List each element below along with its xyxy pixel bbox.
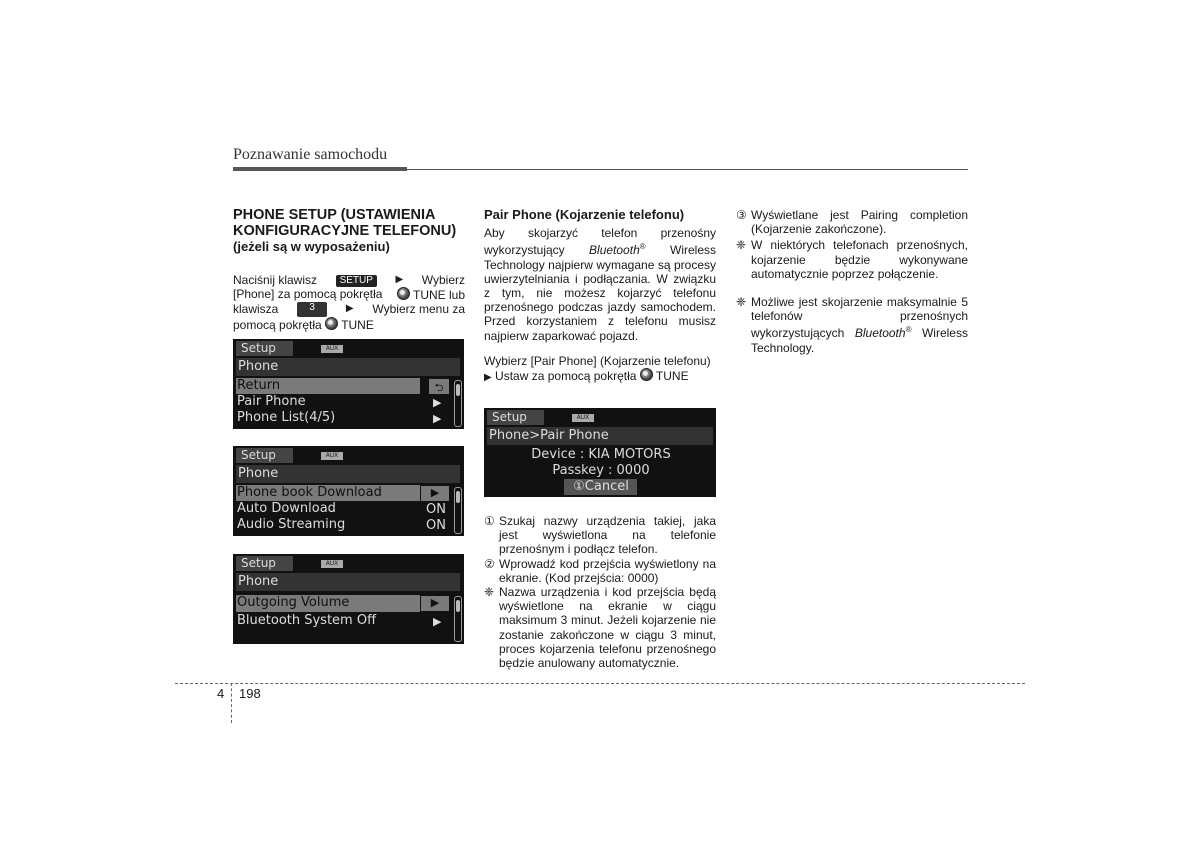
list-item: ③ Wyświetlane jest Pairing completion (Kojarzenie zakończone). [736,208,968,237]
chevron-right-icon: ▶ [433,396,442,409]
chevron-right-icon: ▶ [433,615,442,628]
right-column [736,208,968,355]
lcd-subtitle: Phone [236,465,460,483]
key-3: 3 [297,302,327,316]
lcd-tab-setup: Setup [236,341,293,356]
chevron-right-icon: ▶ [433,412,442,425]
arrow-right-icon: ▶ [484,372,492,384]
passkey: Passkey : 0000 [552,463,650,478]
subsection-heading: Pair Phone (Kojarzenie telefonu) [484,207,685,222]
lcd-screen-phone-options [233,446,464,536]
device-name: Device : KIA MOTORS [531,447,671,462]
menu-item-phone-list: Phone List(4/5) [237,410,336,425]
value-auto-download: ON [426,502,446,517]
menu-item-phone-book-download: Phone book Download [236,485,420,501]
pair-steps-list [484,514,716,670]
section-heading-line1: PHONE SETUP (USTAWIENIA [233,207,436,223]
menu-item-pair-phone: Pair Phone [237,394,306,409]
value-audio-streaming: ON [426,518,446,533]
list-item: ① Szukaj nazwy urządzenia takiej, jaka jest wyświetlona na telefonie przenośnym i podłącz telefon. [484,514,716,557]
aux-badge: AUX [321,452,343,460]
pair-phone-instruction: Wybierz [Pair Phone] (Kojarzenie telefonu) ▶ Ustaw za pomocą pokrętła TUNE [484,353,711,384]
note-item: ❈ Nazwa urządzenia i kod przejścia będą wyświetlone na ekranie w ciągu maksimum 3 minut. Jeżeli kojarzenie nie zostanie zakończone w ciągu 3 minut, proces kojarzenia telefonu przenośnego będzie anulowany automatycznie. [484,585,716,671]
menu-item-bluetooth-system-off: Bluetooth System Off [237,613,377,628]
tune-knob-icon [640,368,653,381]
tune-knob-icon [325,317,338,330]
middle-column [484,208,716,385]
lcd-subtitle: Phone [236,573,460,591]
lcd-screen-phone-menu [233,339,464,429]
header-rule [233,167,407,171]
arrow-right-icon: ▶ [395,274,404,285]
menu-item-return: Return [236,378,420,394]
menu-item-auto-download: Auto Download [237,501,336,516]
note-item: ❈ W niektórych telefonach przenośnych, kojarzenie będzie wykonywane automatycznie poprzez połączenie. [736,238,968,281]
lcd-screen-phone-volume [233,554,464,644]
menu-item-outgoing-volume: Outgoing Volume [236,595,420,612]
section-heading-line3: (jeżeli są w wyposażeniu) [233,239,390,254]
chevron-right-icon: ▶ [421,596,449,611]
lcd-tab-setup: Setup [236,556,293,571]
lcd-subtitle: Phone [236,358,460,376]
menu-item-audio-streaming: Audio Streaming [237,517,346,532]
footer-rule [175,683,1025,684]
chevron-right-icon: ▶ [421,486,449,501]
header-rule-thin [407,169,968,170]
pair-phone-intro: Aby skojarzyć telefon przenośny wykorzystujący Bluetooth® Wireless Technology najpierw wymagane są procesy uwierzytelniania i podłączania. W związku z tym, nie możesz kojarzyć telefonu przenośnego podczas jazdy samochodem. Przed korzystaniem z telefonu musisz najpierw zaparkować pojazd. [484,226,716,343]
footer-divider [231,683,232,723]
aux-badge: AUX [321,345,343,353]
page-number: 198 [239,686,261,701]
aux-badge: AUX [321,560,343,568]
scrollbar [454,380,462,427]
cancel-button[interactable]: ①Cancel [564,479,637,495]
arrow-right-icon: ▶ [345,303,354,315]
lcd-tab-setup: Setup [487,410,544,425]
left-column [233,208,465,332]
instruction-paragraph: Naciśnij klawisz SETUP ▶ Wybierz [Phone] za pomocą pokrętła TUNE lub klawisza 3 ▶ Wybierz menu za pomocą pokrętła TUNE [233,273,465,332]
note-item: ❈ Możliwe jest skojarzenie maksymalnie 5 telefonów przenośnych wykorzystujących Bluetooth® Wireless Technology. [736,295,968,355]
scrollbar [454,596,462,642]
return-icon: ⮌ [429,379,449,394]
lcd-screen-pair-phone [484,408,716,497]
setup-key: SETUP [336,275,377,287]
chapter-number: 4 [217,686,225,701]
list-item: ② Wprowadź kod przejścia wyświetlony na ekranie. (Kod przejścia: 0000) [484,556,716,585]
running-header: Poznawanie samochodu [233,146,388,163]
scrollbar [454,487,462,534]
tune-knob-icon [397,287,410,300]
lcd-tab-setup: Setup [236,448,293,463]
lcd-subtitle: Phone>Pair Phone [487,427,713,445]
aux-badge: AUX [572,414,594,422]
section-heading-line2: KONFIGURACYJNE TELEFONU) [233,222,457,239]
